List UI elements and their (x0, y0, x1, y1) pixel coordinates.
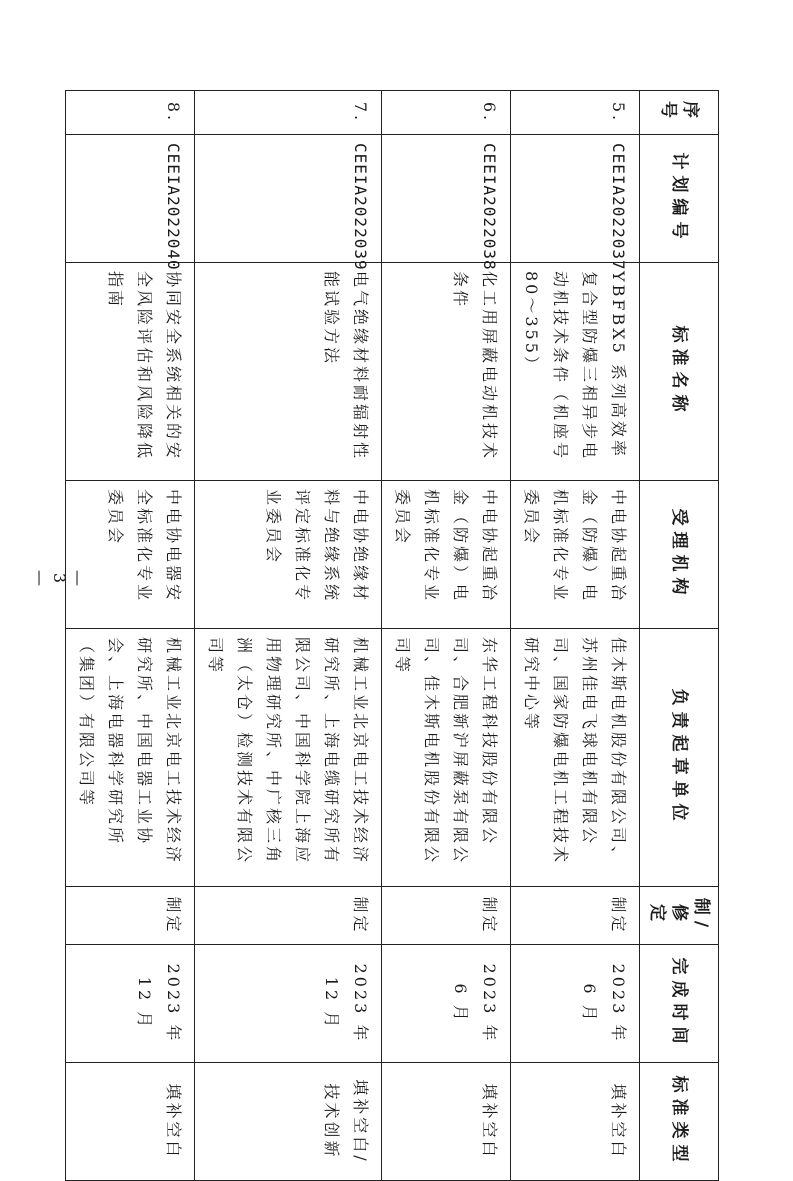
cell-name: YBFBX5 系列高效率复合型防爆三相异步电动机技术条件（机座号 80～355） (511, 263, 640, 481)
cell-time: 2023 年 6 月 (511, 945, 640, 1063)
cell-type: 制定 (66, 887, 195, 945)
cell-name: 化工用屏蔽电动机技术条件 (382, 263, 511, 481)
header-drafter: 负责起草单位 (640, 629, 719, 887)
cell-seq: 8. (66, 91, 195, 135)
table-row (382, 91, 511, 1181)
cell-drafter: 机械工业北京电工技术经济研究所、中国电器工业协会、上海电器科学研究所（集团）有限公司等 (66, 629, 195, 887)
cell-type: 制定 (511, 887, 640, 945)
table-row (66, 91, 195, 1181)
cell-agency: 中电协绝缘材料与绝缘系统评定标准化专业委员会 (195, 481, 382, 629)
cell-category: 填补空白 (511, 1063, 640, 1181)
cell-plan-no: CEEIA2022038 (382, 135, 511, 263)
cell-type: 制定 (195, 887, 382, 945)
cell-seq: 6. (382, 91, 511, 135)
cell-seq: 7. (195, 91, 382, 135)
cell-drafter: 佳木斯电机股份有限公司、苏州佳电飞球电机有限公司、国家防爆电机工程技术研究中心等 (511, 629, 640, 887)
cell-plan-no: CEEIA2022039 (195, 135, 382, 263)
cell-agency: 中电协起重冶金（防爆）电机标准化专业委员会 (511, 481, 640, 629)
header-time: 完成时间 (640, 945, 719, 1063)
page-number: — 3 — (31, 570, 88, 590)
cell-name: 电气绝缘材料耐辐射性能试验方法 (195, 263, 382, 481)
header-type: 制/修定 (640, 887, 719, 945)
header-name: 标准名称 (640, 263, 719, 481)
cell-time: 2023 年 6 月 (382, 945, 511, 1063)
cell-category: 填补空白 (382, 1063, 511, 1181)
cell-drafter: 东华工程科技股份有限公司、合肥新沪屏蔽泵有限公司、佳木斯电机股份有限公司等 (382, 629, 511, 887)
header-agency: 受理机构 (640, 481, 719, 629)
cell-category: 填补空白/技术创新 (195, 1063, 382, 1181)
standards-plan-table (65, 90, 719, 1181)
cell-time: 2023 年 12 月 (66, 945, 195, 1063)
cell-agency: 中电协起重冶金（防爆）电机标准化专业委员会 (382, 481, 511, 629)
table-header-row (640, 91, 719, 1181)
header-plan-no: 计划编号 (640, 135, 719, 263)
cell-type: 制定 (382, 887, 511, 945)
header-seq: 序号 (640, 91, 719, 135)
cell-plan-no: CEEIA2022037 (511, 135, 640, 263)
cell-agency: 中电协电器安全标准化专业委员会 (66, 481, 195, 629)
header-category: 标准类型 (640, 1063, 719, 1181)
cell-plan-no: CEEIA2022040 (66, 135, 195, 263)
rotated-table-container (77, 90, 719, 1180)
table-row (511, 91, 640, 1181)
cell-drafter: 机械工业北京电工技术经济研究所、上海电缆研究所有限公司、中国科学院上海应用物理研究所、中广核三角洲（太仓）检测技术有限公司等 (195, 629, 382, 887)
cell-seq: 5. (511, 91, 640, 135)
cell-category: 填补空白 (66, 1063, 195, 1181)
cell-time: 2023 年 12 月 (195, 945, 382, 1063)
table-row (195, 91, 382, 1181)
cell-name: 协同安全系统相关的安全风险评估和风险降低指南 (66, 263, 195, 481)
